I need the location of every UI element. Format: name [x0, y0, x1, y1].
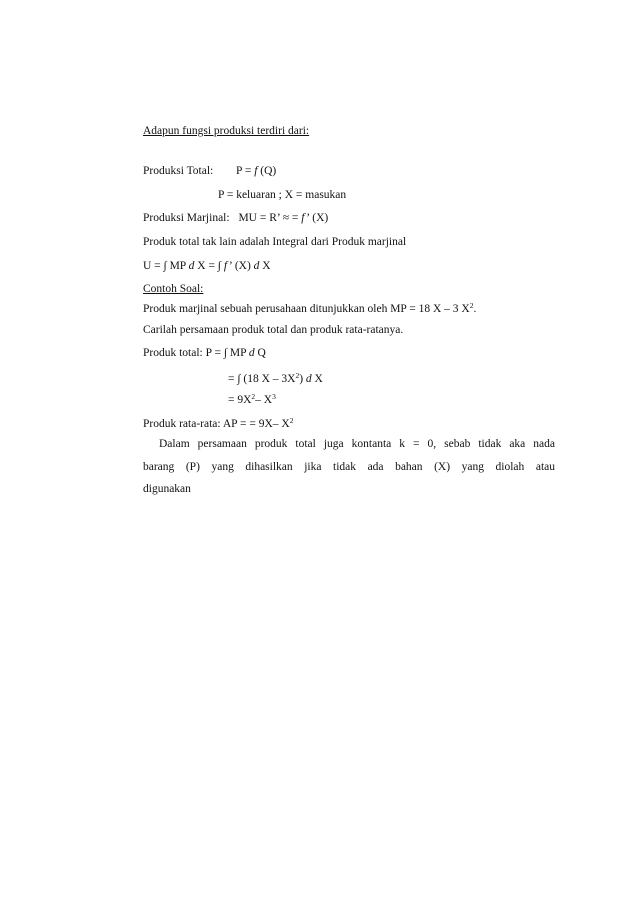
paragraph-line-3: digunakan — [143, 483, 191, 495]
solution-step-1: = ∫ (18 X – $3X^2$) d X — [228, 371, 323, 385]
variable-legend: P = keluaran ; X = masukan — [218, 189, 347, 201]
example-heading: Contoh Soal: — [143, 283, 204, 295]
total-production-label: Produksi Total: — [143, 165, 214, 177]
total-production-formula: P = f (Q) — [236, 165, 277, 177]
u-formula: U = ∫ MP d X = ∫ f’ (X) d X — [143, 260, 271, 272]
marginal-production-formula: MU = R’ ≈ = f’ (X) — [238, 212, 329, 224]
marginal-production-line — [143, 210, 328, 226]
solution-average: Produk rata-rata: AP = = 9X– $X^2$ — [143, 416, 294, 430]
marginal-production-label: Produksi Marjinal: — [143, 212, 230, 224]
problem-line-2: Carilah persamaan produk total dan produk rata-ratanya. — [143, 324, 404, 336]
paragraph-line-1: Dalam persamaan produk total juga kontanta k = 0, sebab tidak aka nada — [159, 438, 555, 450]
solution-total: Produk total: P = ∫ MP d Q — [143, 347, 266, 359]
problem-line-1: Produk marjinal sebuah perusahaan ditunjukkan oleh MP = 18 X – 3 $X^2$. — [143, 301, 477, 315]
paragraph-line-2: barang (P) yang dihasilkan jika tidak ada bahan (X) yang diolah atau — [143, 461, 555, 473]
integral-note: Produk total tak lain adalah Integral dari Produk marjinal — [143, 236, 407, 248]
heading: Adapun fungsi produksi terdiri dari: — [143, 125, 310, 137]
solution-step-2: = $9X^2-$ $X^3$ — [228, 392, 276, 406]
total-production-line — [143, 163, 277, 179]
